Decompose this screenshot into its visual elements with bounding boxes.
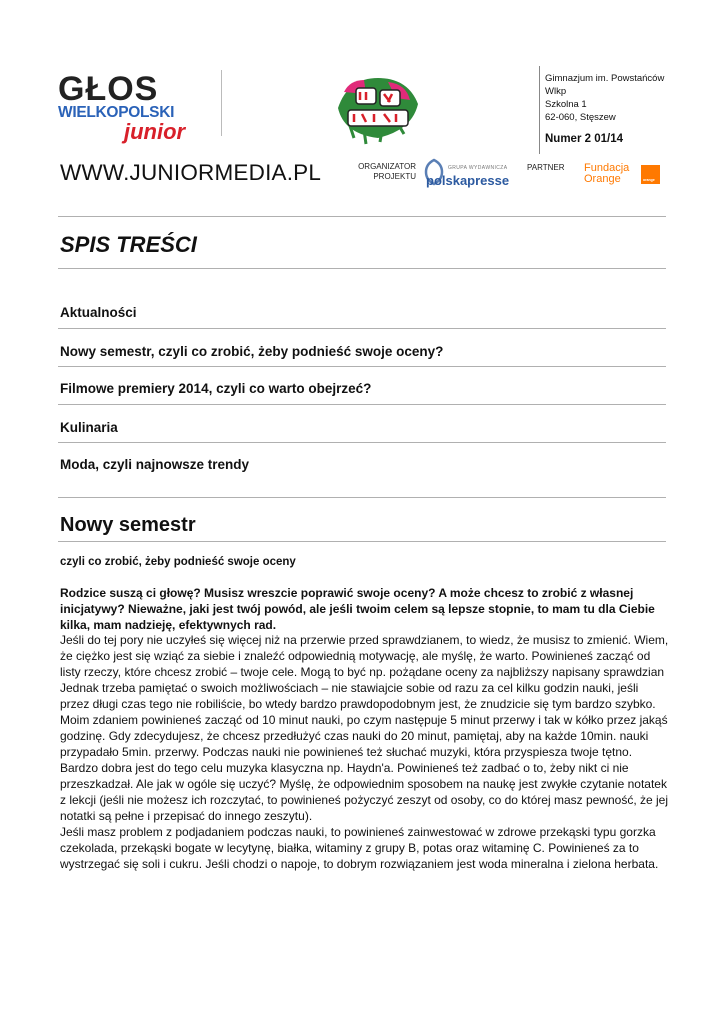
header-school-divider bbox=[539, 66, 540, 154]
toc-item-nowy-semestr[interactable]: Nowy semestr, czyli co zrobić, żeby podnieść swoje oceny? bbox=[60, 344, 444, 359]
school-city: 62-060, Stęszew bbox=[545, 112, 616, 123]
logo-junior-text: junior bbox=[124, 119, 186, 144]
article-lead: Rodzice suszą ci głowę? Musisz wreszcie poprawić swoje oceny? A może chcesz to zrobić z własnej inicjatywy? Nieważne, jaki jest twój powód, ale jeśli twoim celem są lepsze stopnie, to mam tu dla Ciebie kilka, mam nadzieję, efektywnych rad. bbox=[60, 586, 655, 632]
article-title: Nowy semestr bbox=[60, 514, 196, 536]
school-street: Szkolna 1 bbox=[545, 99, 587, 110]
toc-item-kulinaria[interactable]: Kulinaria bbox=[60, 420, 118, 435]
divider bbox=[58, 268, 666, 269]
site-url-link[interactable]: WWW.JUNIORMEDIA.PL bbox=[60, 160, 322, 185]
toc-item-moda[interactable]: Moda, czyli najnowsze trendy bbox=[60, 457, 250, 472]
orange-text: Orange bbox=[584, 173, 621, 185]
fundacja-text: Fundacja bbox=[584, 162, 630, 174]
divider bbox=[58, 366, 666, 367]
divider bbox=[58, 541, 666, 542]
article-subtitle: czyli co zrobić, żeby podnieść swoje oceny bbox=[60, 556, 296, 568]
orange-brand-square bbox=[641, 165, 660, 184]
organizer-label: ORGANIZATOR PROJEKTU bbox=[358, 162, 416, 181]
school-newspaper-logo bbox=[330, 70, 426, 148]
divider bbox=[58, 328, 666, 329]
issue-number: Numer 2 01/14 bbox=[545, 133, 623, 145]
polskapresse-logo bbox=[422, 156, 512, 190]
school-name: Gimnazjum im. Powstańców bbox=[545, 73, 665, 84]
article-paragraph: Jeśli do tej pory nie uczyłeś się więcej niż na przerwie przed sprawdzianem, to wiedz, że musisz to zmienić. Wiem, że ciężko jest się wziąć za siebie i znaleźć odpowiednią motywację, ale myślę, że warto. Powinieneś zacząć od listy rzeczy, które chcesz zrobić – twoje cele. Mogą to być np. pożądane oceny za najbliższy napisany sprawdzian Jednak trzeba pamiętać o swoich możliwościach – nie stawiajcie sobie od razu za cel kilku godzin nauki, jeśli przez długi czas tego nie robiliście, bo wtedy bardzo prawdopodobnym jest, że znudzicie się tym bardzo szybko. Moim zdaniem powinieneś zacząć od 10 minut nauki, po czym następuje 5 minut przerwy i tak w kółko przez jakąś godzinę. Gdy zdecydujesz, że chcesz przedłużyć czas nauki do 20 minut, pamiętaj, aby na każde 10min. nauki przypadało 5min. przerwy. Podczas nauki nie powinieneś też słuchać muzyki, która przyspiesza twoje tętno. Bardzo dobra jest do tego celu muzyka klasyczna np. Haydn'a. Powinieneś też zadbać o to, żeby nikt ci nie przeszkadzał. Ale jak w ogóle się uczyć? Myślę, że odpowiednim sposobem na naukę jest zwykłe czytanie notatek z lekcji (jeśli nie możesz ich rozczytać, to powinieneś pożyczyć zeszyt od osoby, co do której masz pewność, że jej notatki są pełne i przepisać do innego zeszytu). bbox=[60, 633, 669, 823]
polskapresse-name: polskapresse bbox=[426, 173, 510, 188]
toc-item-aktualnosci[interactable]: Aktualności bbox=[60, 305, 137, 320]
divider bbox=[58, 442, 666, 443]
logo-glos-text: GŁOS bbox=[58, 70, 159, 108]
header-divider bbox=[221, 70, 222, 136]
divider bbox=[58, 404, 666, 405]
partner-label: PARTNER bbox=[527, 163, 565, 172]
article-paragraph: Jeśli masz problem z podjadaniem podczas nauki, to powinieneś zainwestować w zdrowe przekąski typu gorzka czekolada, przekąski bogate w lecytynę, białka, witaminy z grupy B, potas oraz witaminę C. Powinieneś za to wystrzegać się soli i cukru. Jeśli chodzi o napoje, to dobrym rozwiązaniem jest woda mineralna i zielona herbata. bbox=[60, 825, 659, 871]
fundacja-orange-logo bbox=[584, 163, 629, 185]
article-body bbox=[60, 632, 670, 872]
toc-title: SPIS TREŚCI bbox=[60, 232, 197, 257]
toc-item-filmowe-premiery[interactable]: Filmowe premiery 2014, czyli co warto obejrzeć? bbox=[60, 381, 372, 396]
glos-wielkopolski-junior-logo bbox=[58, 70, 218, 160]
divider bbox=[58, 497, 666, 498]
orange-square-text: orange bbox=[643, 178, 655, 182]
polskapresse-group-text: GRUPA WYDAWNICZA bbox=[448, 165, 508, 171]
school-address bbox=[545, 72, 715, 124]
divider bbox=[58, 216, 666, 217]
school-name-line2: Wlkp bbox=[545, 86, 567, 97]
logo-wielkopolski-text: WIELKOPOLSKI bbox=[58, 104, 175, 121]
